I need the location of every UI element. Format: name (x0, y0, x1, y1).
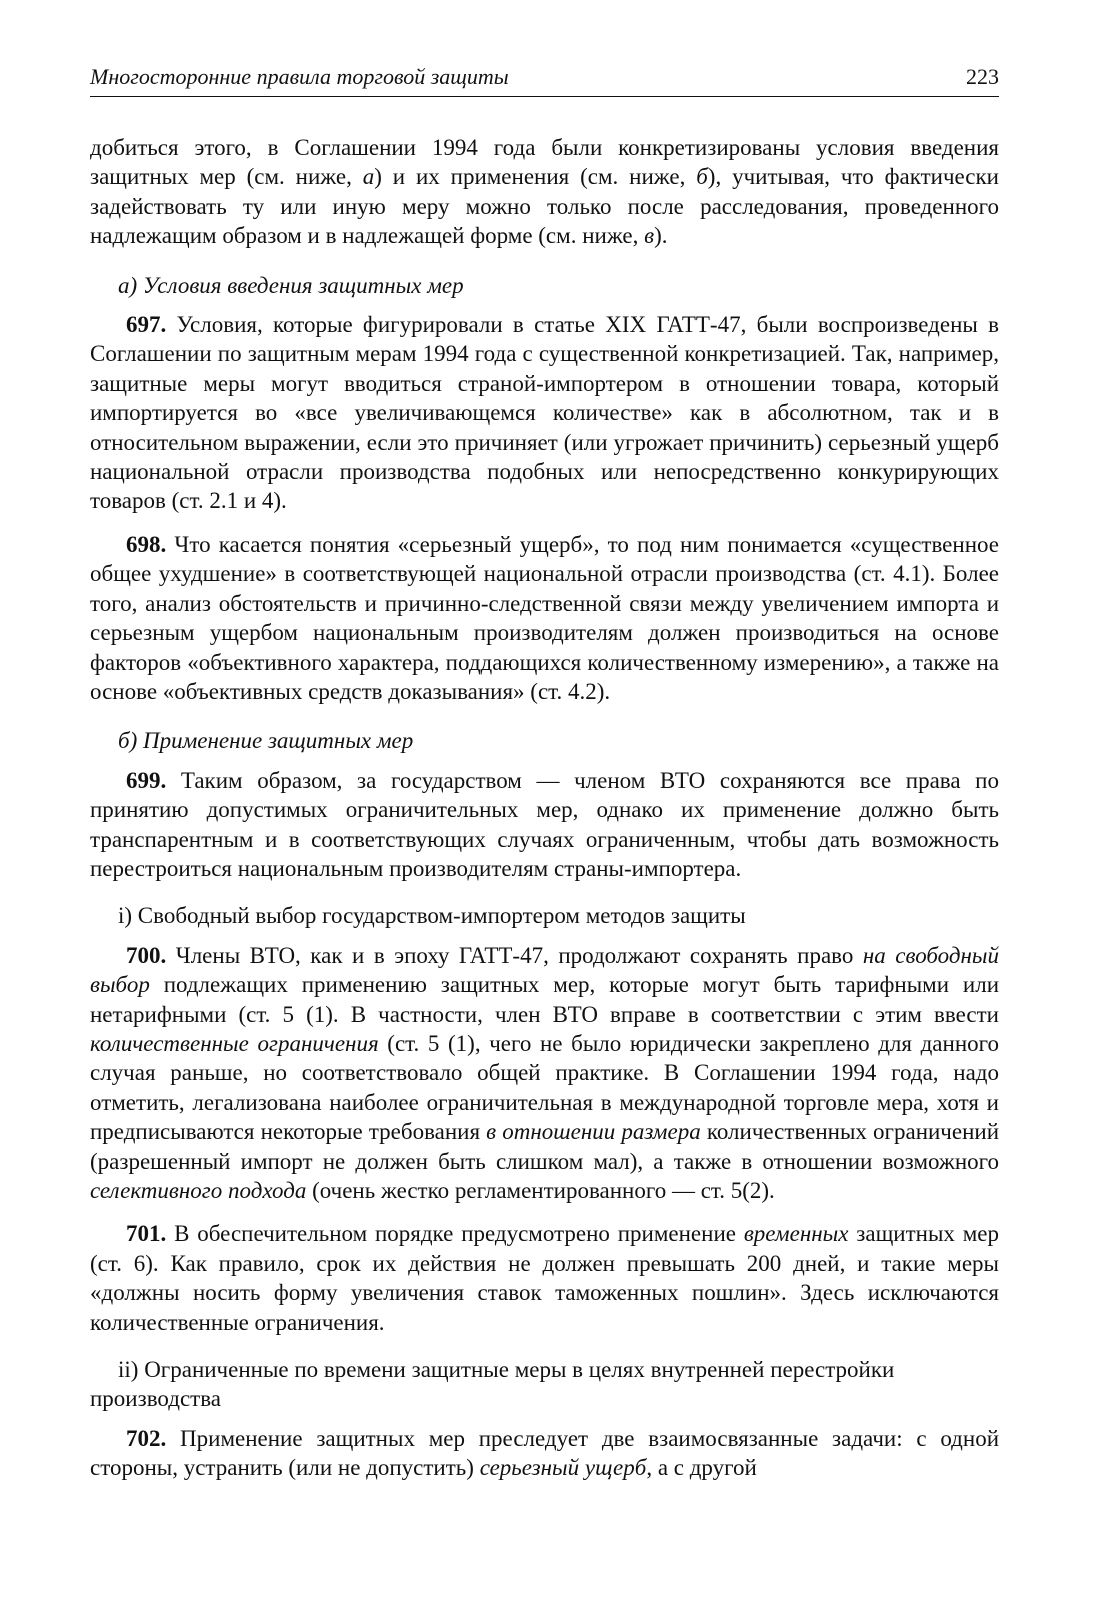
paragraph-number: 697. (126, 312, 167, 338)
paragraph-700 (90, 941, 999, 1206)
paragraph-text: (ст. 5 (1), чего не было юридически закреплено для данного случая раньше, но соответствовало общей практике. В Соглашении 1994 года, надо отметить, легализована наиболее ограничительная в международной торговле мера, хотя и предписываются некоторые требования (90, 1030, 999, 1145)
subsection-heading-i: i) Свободный выбор государством-импортером методов защиты (118, 903, 746, 929)
paragraph-text: Применение защитных мер преследует две взаимосвязанные задачи: с одной стороны, устранить (или не допустить) (90, 1425, 999, 1481)
intro-text-2: ) и их применения (см. ниже, (374, 164, 697, 190)
section-heading-b: б) Применение защитных мер (118, 728, 414, 754)
paragraph-text: подлежащих применению защитных мер, которые могут быть тарифными или нетарифными (ст. 5 (1). В частности, член ВТО вправе в соответствии с этим ввести (90, 972, 999, 1027)
intro-paragraph (90, 133, 999, 251)
paragraph-text: (очень жестко регламентированного — ст. 5(2). (306, 1178, 775, 1203)
intro-ref-v: в (644, 223, 655, 249)
paragraph-text: количественных ограничений (разрешенный импорт не должен быть слишком мал), а также в отношении возможного (90, 1119, 1000, 1174)
paragraph-number: 699. (126, 767, 167, 793)
paragraph-702 (90, 1424, 999, 1483)
intro-text-4: ). (654, 223, 668, 249)
section-heading-a: а) Условия введения защитных мер (118, 272, 464, 298)
paragraph-number: 700. (126, 942, 167, 968)
emphasis-text: в отношении размера (486, 1119, 701, 1145)
paragraph-text: В обеспечительном порядке предусмотрено применение (166, 1221, 744, 1247)
paragraph-text: защитных мер (ст. 6). Как правило, срок их действия не должен превышать 200 дней, и такие меры «должны носить форму увеличения ставок таможенных пошлин». Здесь исключаются количественные ограничения. (90, 1221, 999, 1335)
emphasis-text: селективного подхода (90, 1178, 307, 1203)
running-header-title: Многосторонние правила торговой защиты (90, 64, 509, 89)
intro-text-3: ), учитывая, что фактически задействовать ту или иную меру можно только после расследования, проведенного надлежащим образом и в надлежащей форме (см. ниже, (90, 164, 999, 249)
intro-text-1: добиться этого, в Соглашении 1994 года были конкретизированы условия введения защитных мер (см. ниже, (90, 135, 999, 190)
paragraph-number: 698. (126, 531, 167, 557)
emphasis-text: серьезный ущерб (479, 1455, 647, 1481)
paragraph-699 (90, 766, 999, 884)
paragraph-number: 702. (126, 1425, 167, 1451)
paragraph-text: , а с другой (646, 1455, 757, 1481)
paragraph-text: Члены ВТО, как и в эпоху ГАТТ-47, продолжают сохранять право (166, 942, 863, 968)
paragraph-number: 701. (126, 1221, 167, 1247)
paragraph-701 (90, 1219, 999, 1337)
paragraph-text: Условия, которые фигурировали в статье XIX ГАТТ-47, были воспроизведены в Соглашении по защитным мерам 1994 года с существенной конкретизацией. Так, например, защитные меры могут вводиться страной-импортером в отношении товара, который импортируется во «все увеличивающемся количестве» как в абсолютном, так и в относительном выражении, если это причиняет (или угрожает причинить) серьезный ущерб национальной отрасли производства подобных или непосредственно конкурирующих товаров (ст. 2.1 и 4). (90, 312, 999, 514)
page-number: 223 (966, 64, 999, 89)
paragraph-698 (90, 530, 999, 706)
paragraph-text: Что касается понятия «серьезный ущерб», то под ним понимается «существенное общее ухудшение» в соответствующей национальной отрасли производства (ст. 4.1). Более того, анализ обстоятельств и причинно-следственной связи между увеличением импорта и серьезным ущербом национальным производителям должен производиться на основе факторов «объективного характера, поддающихся количественному измерению», а также на основе «объективных средств доказывания» (ст. 4.2). (90, 531, 999, 704)
emphasis-text: на свободный выбор (90, 942, 999, 998)
intro-ref-b: б (696, 164, 708, 190)
emphasis-text: временных (743, 1221, 849, 1247)
intro-ref-a: а (362, 164, 375, 190)
paragraph-text: Таким образом, за государством — членом ВТО сохраняются все права по принятию допустимых ограничительных мер, однако их применение должно быть транспарентным и в соответствующих случаях ограниченным, чтобы дать возможность перестроиться национальным производителям страны-импортера. (90, 767, 999, 881)
running-header (90, 64, 999, 97)
paragraph-697 (90, 310, 999, 516)
emphasis-text: количественные ограничения (90, 1030, 379, 1056)
subsection-heading-ii: ii) Ограниченные по времени защитные меры в целях внутренней перестройки производства (90, 1357, 895, 1412)
